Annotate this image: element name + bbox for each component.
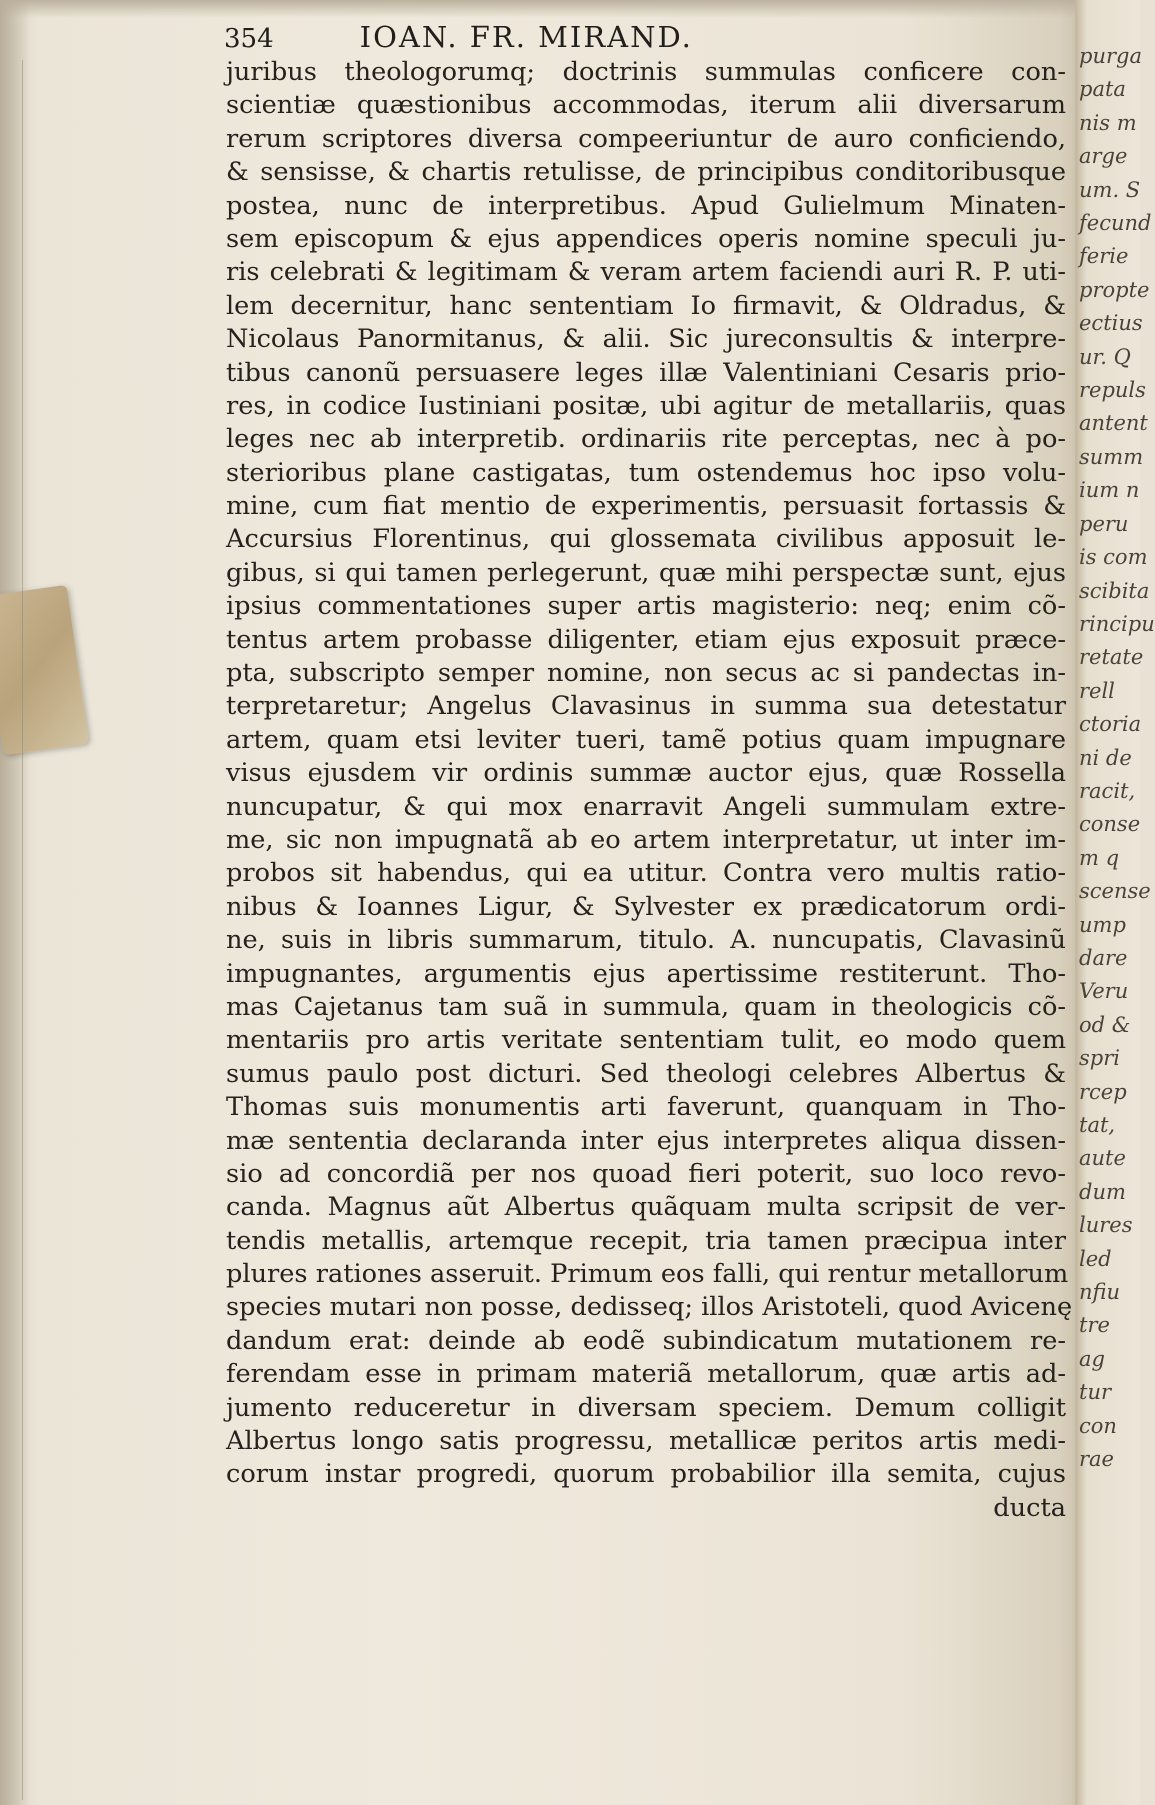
facing-page-fragment: con [1079,1413,1117,1438]
text-line: Nicolaus Panormitanus, & alii. Sic jureconsultis & interpre- [226,324,1066,355]
facing-page-fragment: tur [1079,1380,1112,1405]
facing-page-fragment: fecund [1079,211,1152,236]
facing-page-fragment: repuls [1079,378,1146,403]
text-line: ne, suis in libris summarum, titulo. A. nuncupatis, Clavasinũ [226,925,1066,956]
facing-page-fragment: is com [1079,545,1148,570]
facing-page-fragment: ni de [1079,745,1132,770]
text-line: tendis metallis, artemque recepit, tria tamen præcipua inter [226,1225,1066,1256]
text-line: dandum erat: deinde ab eodẽ subindicatum mutationem re- [226,1325,1066,1356]
facing-page-fragment: retate [1079,645,1144,670]
text-line: tentus artem probasse diligenter, etiam ejus exposuit præce- [226,624,1066,655]
facing-page-fragment: dum [1079,1179,1126,1204]
text-line: mentariis pro artis veritate sententiam tulit, eo modo quem [226,1025,1066,1056]
facing-page-fragment: ag [1079,1346,1105,1371]
text-line: juribus theologorumq; doctrinis summulas conficere con- [226,57,1066,87]
text-line: sterioribus plane castigatas, tum ostendemus hoc ipso volu- [226,457,1066,488]
body-text [226,56,1073,1525]
text-line: probos sit habendus, qui ea utitur. Contra vero multis ratio- [226,858,1066,889]
text-line: ris celebrati & legitimam & veram artem faciendi auri R. P. uti- [226,257,1066,288]
text-line: plures rationes asseruit. Primum eos falli, qui rentur metallorum [226,1259,1069,1290]
text-line: pta, subscripto semper nomine, non secus ac si pandectas in- [226,658,1066,689]
facing-page-fragment: pata [1079,77,1126,102]
text-line: mine, cum fiat mentio de experimentis, persuasit fortassis & [226,491,1066,522]
text-line: tibus canonũ persuasere leges illæ Valentiniani Cesaris prio- [226,357,1066,388]
facing-page-fragment: ferie [1079,244,1129,269]
text-line: & sensisse, & chartis retulisse, de principibus conditoribusque [226,157,1066,188]
text-line: Accursius Florentinus, qui glossemata civilibus apposuit le- [226,524,1066,555]
facing-page-fragment: rae [1079,1447,1114,1472]
facing-page-fragment: m q [1079,845,1120,870]
text-line: species mutari non posse, dedisseq; illos Aristoteli, quod Avicenę [226,1292,1073,1323]
text-line: lem decernitur, hanc sententiam Io firmavit, & Oldradus, & [226,290,1066,321]
text-line: leges nec ab interpretib. ordinariis rite perceptas, nec à po- [226,424,1066,455]
text-line: visus ejusdem vir ordinis summæ auctor ejus, quæ Rossella [226,758,1066,789]
text-line: postea, nunc de interpretibus. Apud Gulielmum Minaten- [226,190,1066,221]
text-line: mæ sententia declaranda inter ejus interpretes aliqua dissen- [226,1125,1066,1156]
text-line: terpretaretur; Angelus Clavasinus in summa sua detestatur [226,691,1066,722]
text-line: nibus & Ioannes Ligur, & Sylvester ex prædicatorum ordi- [226,891,1066,922]
text-line: jumento reduceretur in diversam speciem. Demum colligit [226,1392,1066,1423]
text-line: artem, quam etsi leviter tueri, tamẽ potius quam impugnare [226,724,1066,755]
top-edge-shadow [0,0,1140,18]
paper-bookmark [0,585,89,755]
facing-page-fragment: scense [1079,879,1151,904]
text-line: sio ad concordiã per nos quoad fieri poterit, suo loco revo- [226,1158,1066,1189]
facing-page-fragment: purga [1079,44,1142,68]
folio-number: 354 [224,24,274,54]
text-line: sem episcopum & ejus appendices operis nomine speculi ju- [226,223,1066,254]
gutter-shadow [0,0,30,1805]
facing-page-fragment: tre [1079,1313,1110,1338]
text-line: nuncupatur, & qui mox enarravit Angeli summulam extre- [226,791,1066,822]
text-line: canda. Magnus aũt Albertus quãquam multa scripsit de ver- [226,1192,1066,1223]
text-line: corum instar progredi, quorum probabilior illa semita, cujus [226,1459,1066,1490]
text-line: mas Cajetanus tam suã in summula, quam in theologicis cõ- [226,991,1066,1022]
facing-page-fragment: tat, [1079,1113,1116,1137]
left-edge-line [22,60,23,1800]
facing-page-fragment: peru [1079,511,1129,536]
facing-page-fragment: ectius [1079,311,1143,336]
facing-page-fragment: lures [1079,1213,1133,1238]
text-line: gibus, si qui tamen perlegerunt, quæ mihi perspectæ sunt, ejus [226,557,1066,588]
facing-page-fragment: nis m [1079,110,1137,135]
text-line: Thomas suis monumentis arti faverunt, quanquam in Tho- [226,1092,1066,1123]
facing-page-fragment: racit, [1079,778,1136,803]
text-line: impugnantes, argumentis ejus apertissime restiterunt. Tho- [226,958,1066,989]
facing-page-fragment: conse [1079,812,1141,837]
facing-page-fragment: scibita [1079,578,1150,603]
facing-page-fragment: ur. Q [1079,344,1131,369]
facing-page-fragment: aute [1079,1146,1126,1171]
facing-page-fragment: antent [1079,411,1148,436]
facing-page-fragment: rcep [1079,1079,1127,1104]
facing-page-fragment: ium n [1079,478,1140,503]
text-line: ferendam esse in primam materiã metallorum, quæ artis ad- [226,1359,1066,1390]
facing-page-fragment: summ [1079,444,1144,469]
text-line: res, in codice Iustiniani positæ, ubi agitur de metallariis, quas [226,390,1066,421]
text-line: ipsius commentationes super artis magisterio: neq; enim cõ- [226,591,1066,622]
facing-page-fragment: ctoria [1079,712,1142,737]
facing-page-fragment: nfiu [1079,1280,1121,1305]
facing-page-edge [1075,0,1155,1805]
facing-page-fragment: dare [1079,945,1128,970]
facing-page-fragment: od & [1079,1012,1131,1037]
text-line: rerum scriptores diversa compeeriuntur de auro conficiendo, [226,123,1066,154]
text-line: me, sic non impugnatã ab eo artem interpretatur, ut inter im- [226,824,1066,855]
catchword: ducta [993,1492,1066,1523]
facing-page-fragment: propte [1079,277,1150,302]
facing-page-fragment: arge [1079,144,1128,169]
facing-page-fragment: um. S [1079,177,1141,202]
facing-page-fragment: rell [1079,678,1115,703]
running-title: IOAN. FR. MIRAND. [359,20,693,54]
facing-page-fragment: Veru [1079,979,1129,1004]
facing-page-fragment: led [1079,1246,1112,1271]
page-header [224,20,814,60]
facing-page-fragment: ump [1079,912,1126,937]
text-line: sumus paulo post dicturi. Sed theologi celebres Albertus & [226,1058,1066,1089]
text-line: scientiæ quæstionibus accommodas, iterum alii diversarum [226,90,1066,121]
text-line: Albertus longo satis progressu, metallicæ peritos artis medi- [226,1426,1066,1457]
facing-page-fragment: spri [1079,1046,1120,1071]
facing-page-fragment: rincipu [1079,611,1155,636]
